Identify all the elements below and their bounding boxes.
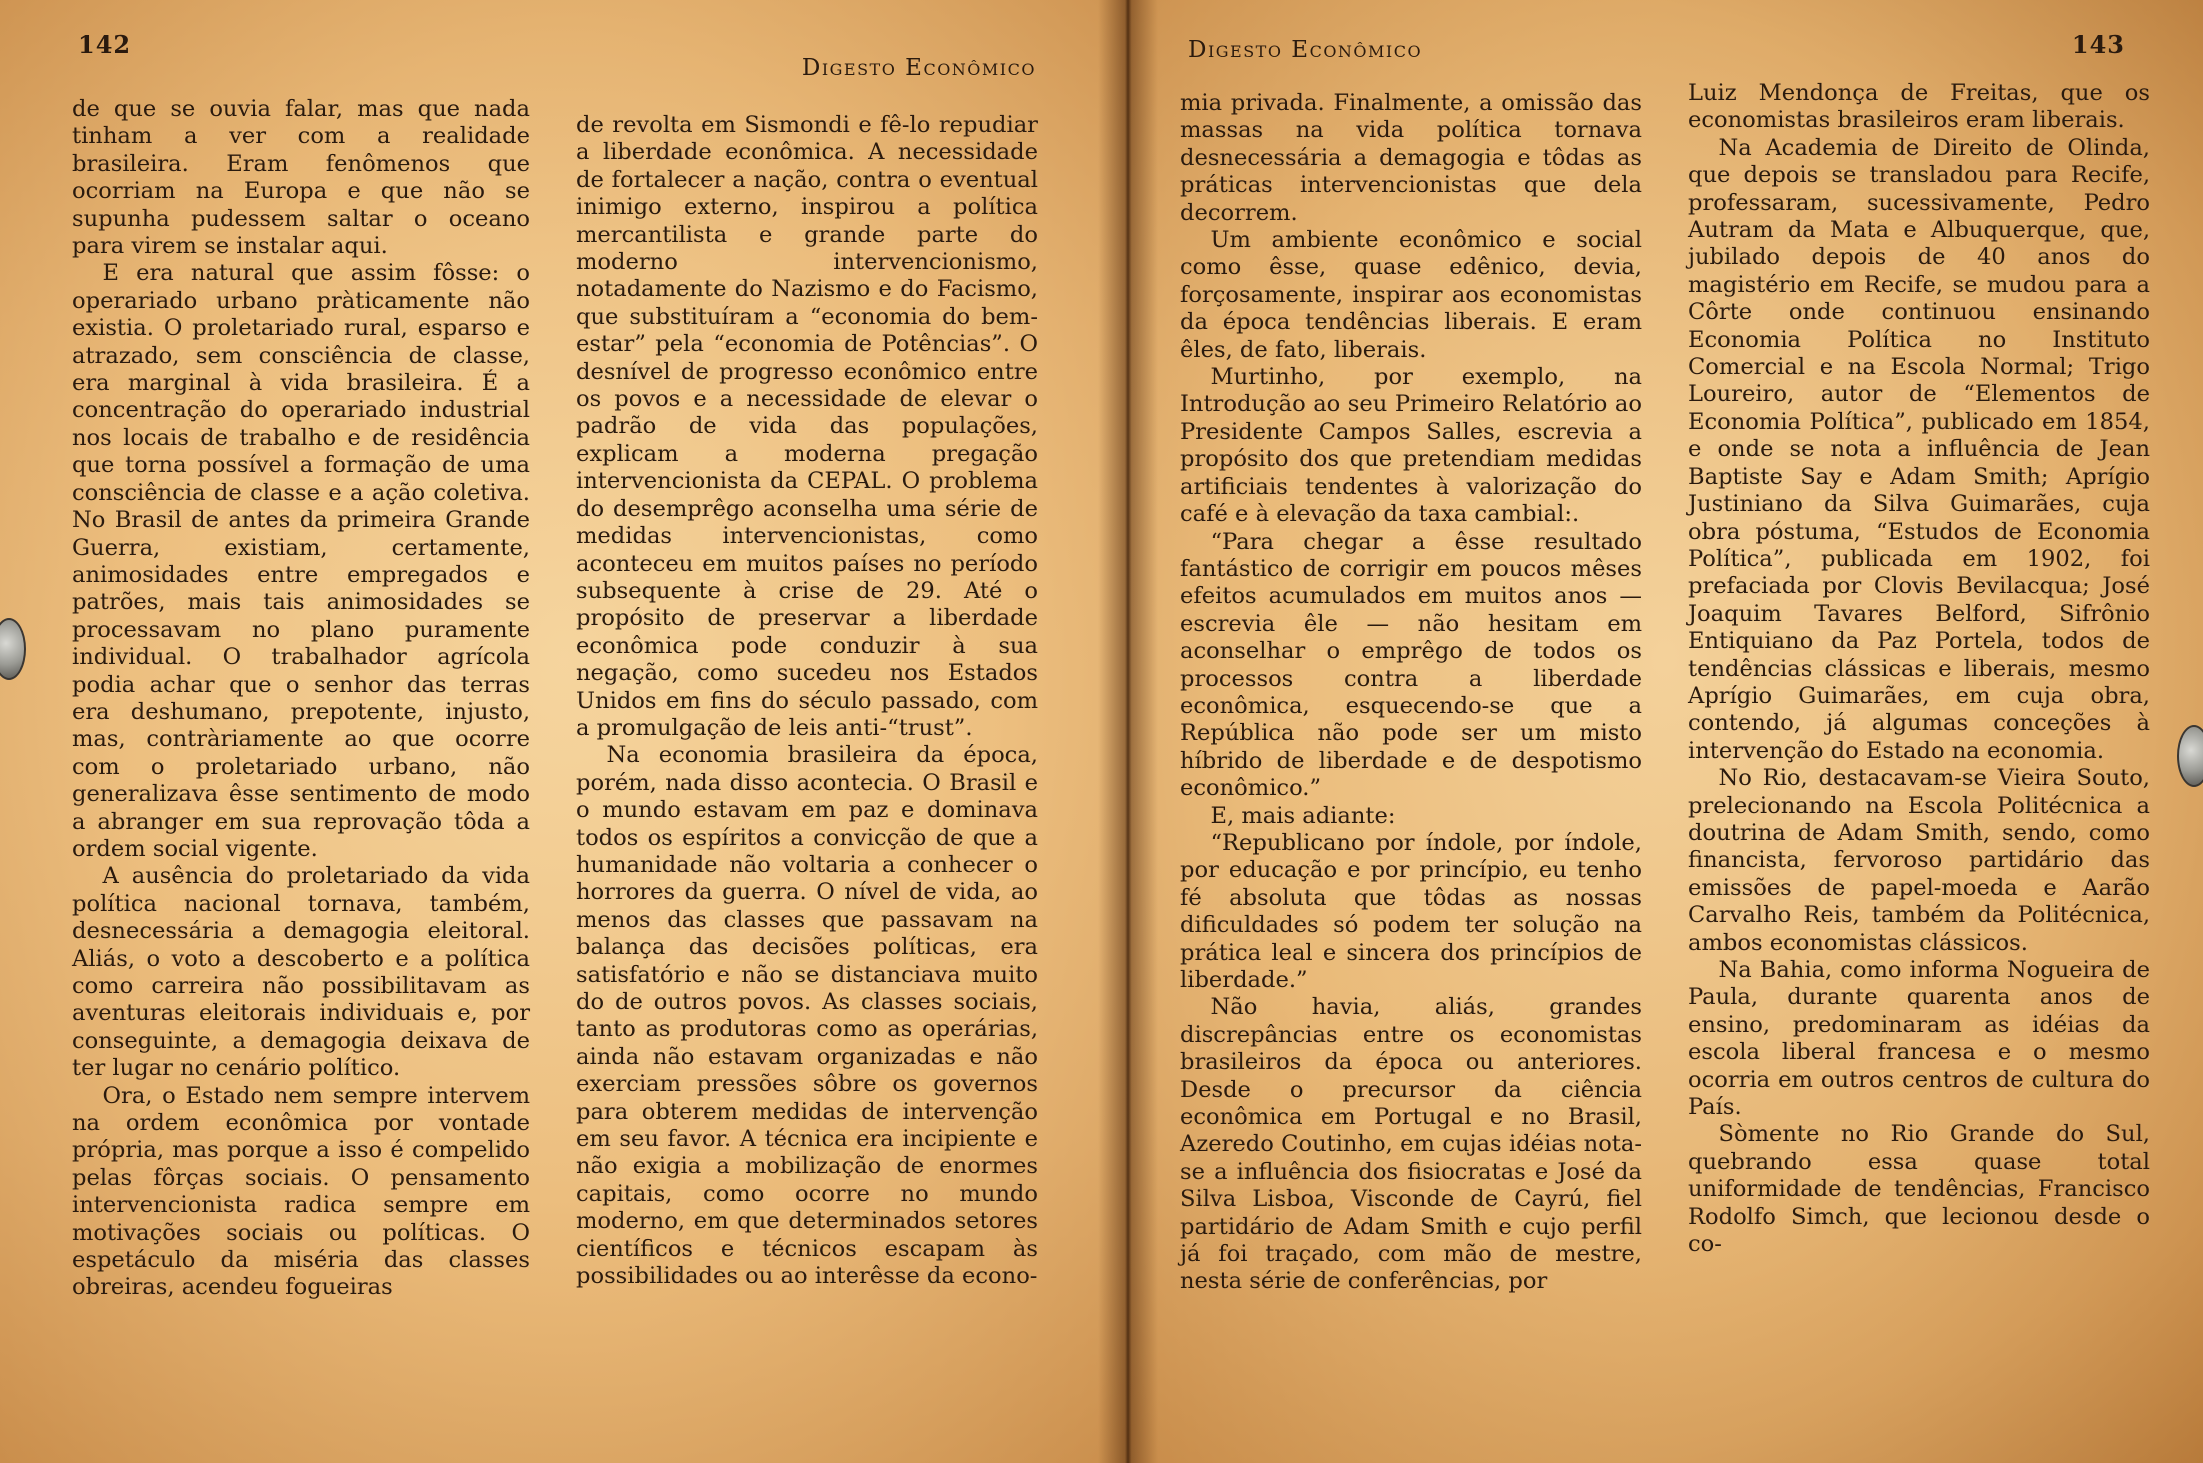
binding-rivet [2177,725,2203,787]
text-column-1 [1180,90,1642,1296]
running-head: Digesto Econômico [801,55,1036,81]
right-page [1128,0,2203,1463]
paragraph: mia privada. Finalmente, a omissão das massas na vida política tornava desnecessária a demagogia e tôdas as práticas intervencionistas que dela decorrem. [1180,90,1642,226]
running-head: Digesto Econômico [1188,37,1423,63]
text-column-2 [1688,80,2150,1258]
paragraph: Não havia, aliás, grandes discrepâncias entre os economistas brasileiros da época ou anteriores. Desde o precursor da ciência econômica em Portugal e no Brasil, Azeredo Coutinho, em cujas idéias nota-se a influência dos fisiocratas e José da Silva Lisboa, Visconde de Cayrú, fiel partidário de Adam Smith e cujo perfil já foi traçado, com mão de mestre, nesta série de conferências, por [1180,994,1642,1295]
paragraph: Na economia brasileira da época, porém, nada disso acontecia. O Brasil e o mundo estavam em paz e dominava todos os espíritos a convicção de que a humanidade não voltaria a conhecer o horrores da guerra. O nível de vida, ao menos das classes que passavam na balança das decisões políticas, era satisfatório e não se distanciava muito do de outros povos. As classes sociais, tanto as produtoras como as operárias, ainda não estavam organizadas e não exerciam pressões sôbre os governos para obterem medidas de intervenção em seu favor. A técnica era incipiente e não exigia a mobilização de enormes capitais, como ocorre no mundo moderno, em que determinados setores científicos e técnicos escapam às possibilidades ou ao interêsse da econo- [576,742,1038,1290]
text-column-2 [576,112,1038,1290]
paragraph: Luiz Mendonça de Freitas, que os economistas brasileiros eram liberais. [1688,80,2150,134]
paragraph: A ausência do proletariado da vida política nacional tornava, também, desnecessária a demagogia eleitoral. Aliás, o voto a descoberto e a política como carreira não possibilitavam as aventuras eleitorais individuais e, por conseguinte, a demagogia deixava de ter lugar no cenário político. [72,863,530,1082]
paragraph: Na Academia de Direito de Olinda, que depois se transladou para Recife, professaram, sucessivamente, Pedro Autram da Mata e Albuquerque, que, jubilado depois de 40 anos do magistério em Recife, se mudou para a Côrte onde continuou ensinando Economia Política no Instituto Comercial e na Escola Normal; Trigo Loureiro, autor de “Elementos de Economia Política”, publicado em 1854, e onde se nota a influência de Jean Baptiste Say e Adam Smith; Aprígio Justiniano da Silva Guimarães, cuja obra póstuma, “Estudos de Economia Política”, publicada em 1902, foi prefaciada por Clovis Bevilacqua; José Joaquim Tavares Belford, Sifrônio Entiquiano da Paz Portela, todos de tendências clássicas e liberais, mesmo Aprígio Guimarães, em cuja obra, contendo, já algumas conceções à intervenção do Estado na economia. [1688,134,2150,764]
paragraph: Na Bahia, como informa Nogueira de Paula, durante quarenta anos de ensino, predominaram as idéias da escola liberal francesa e o mesmo ocorria em outros centros de cultura do País. [1688,957,2150,1121]
paragraph: Um ambiente econômico e social como êsse, quase edênico, devia, forçosamente, inspirar aos economistas da época tendências liberais. E eram êles, de fato, liberais. [1180,227,1642,363]
paragraph: de revolta em Sismondi e fê-lo repudiar a liberdade econômica. A necessidade de fortalecer a nação, contra o eventual inimigo externo, inspirou a política mercantilista e grande parte do moderno intervencionismo, notadamente do Nazismo e do Facismo, que substituíram a “economia do bem-estar” pela “economia de Potências”. O desnível de progresso econômico entre os povos e a necessidade de elevar o padrão de vida das populações, explicam a moderna pregação intervencionista da CEPAL. O problema do desemprêgo aconselha uma série de medidas intervencionistas, como aconteceu em muitos países no período subsequente à crise de 29. Até o propósito de preservar a liberdade econômica pode conduzir à sua negação, como sucedeu nos Estados Unidos em fins do século passado, com a promulgação de leis anti-“trust”. [576,112,1038,741]
paragraph: Ora, o Estado nem sempre intervem na ordem econômica por vontade própria, mas porque a isso é compelido pelas fôrças sociais. O pensamento intervencionista radica sempre em motivações sociais ou políticas. O espetáculo da miséria das classes obreiras, acendeu fogueiras [72,1082,530,1301]
book-gutter [1098,0,1158,1463]
paragraph: de que se ouvia falar, mas que nada tinham a ver com a realidade brasileira. Eram fenômenos que ocorriam na Europa e que não se supunha pudessem saltar o oceano para virem se instalar aqui. [72,96,530,260]
binding-rivet [0,618,26,680]
paragraph: Murtinho, por exemplo, na Introdução ao seu Primeiro Relatório ao Presidente Campos Salles, escrevia a propósito dos que pretendiam medidas artificiais tendentes à valorização do café e à elevação da taxa cambial:. [1180,364,1642,528]
paragraph: No Rio, destacavam-se Vieira Souto, prelecionando na Escola Politécnica a doutrina de Adam Smith, sendo, como financista, fervoroso partidário das emissões de papel-moeda e Aarão Carvalho Reis, também da Politécnica, ambos economistas clássicos. [1688,765,2150,956]
text-column-1 [72,96,530,1302]
page-number: 142 [78,30,132,59]
paragraph: Sòmente no Rio Grande do Sul, quebrando essa quase total uniformidade de tendências, Francisco Rodolfo Simch, que lecionou desde o co- [1688,1121,2150,1258]
paragraph: E era natural que assim fôsse: o operariado urbano pràticamente não existia. O proletariado rural, esparso e atrazado, sem consciência de classe, era marginal à vida brasileira. É a concentração do operariado industrial nos locais de trabalho e de residência que torna possível a formação de uma consciência de classe e a ação coletiva. No Brasil de antes da primeira Grande Guerra, existiam, certamente, animosidades entre empregados e patrões, mais tais animosidades se processavam no plano puramente individual. O trabalhador agrícola podia achar que o senhor das terras era deshumano, prepotente, injusto, mas, contràriamente ao que ocorre com o proletariado urbano, não generalizava êsse sentimento de modo a abranger em sua reprovação tôda a ordem social vigente. [72,260,530,862]
quotation: “Para chegar a êsse resultado fantástico de corrigir em poucos mêses efeitos acumulados em muitos anos — escrevia êle — não hesitam em aconselhar o emprêgo de todos os processos contra a liberdade econômica, esquecendo-se que a República não pode ser um misto híbrido de liberdade e de despotismo econômico.” [1180,528,1642,802]
quotation: “Republicano por índole, por índole, por educação e por princípio, eu tenho fé absoluta que tôdas as nossas dificuldades só podem ter solução na prática leal e sincera dos princípios de liberdade.” [1180,829,1642,993]
page-number: 143 [2071,30,2125,59]
paragraph: E, mais adiante: [1210,802,1396,829]
